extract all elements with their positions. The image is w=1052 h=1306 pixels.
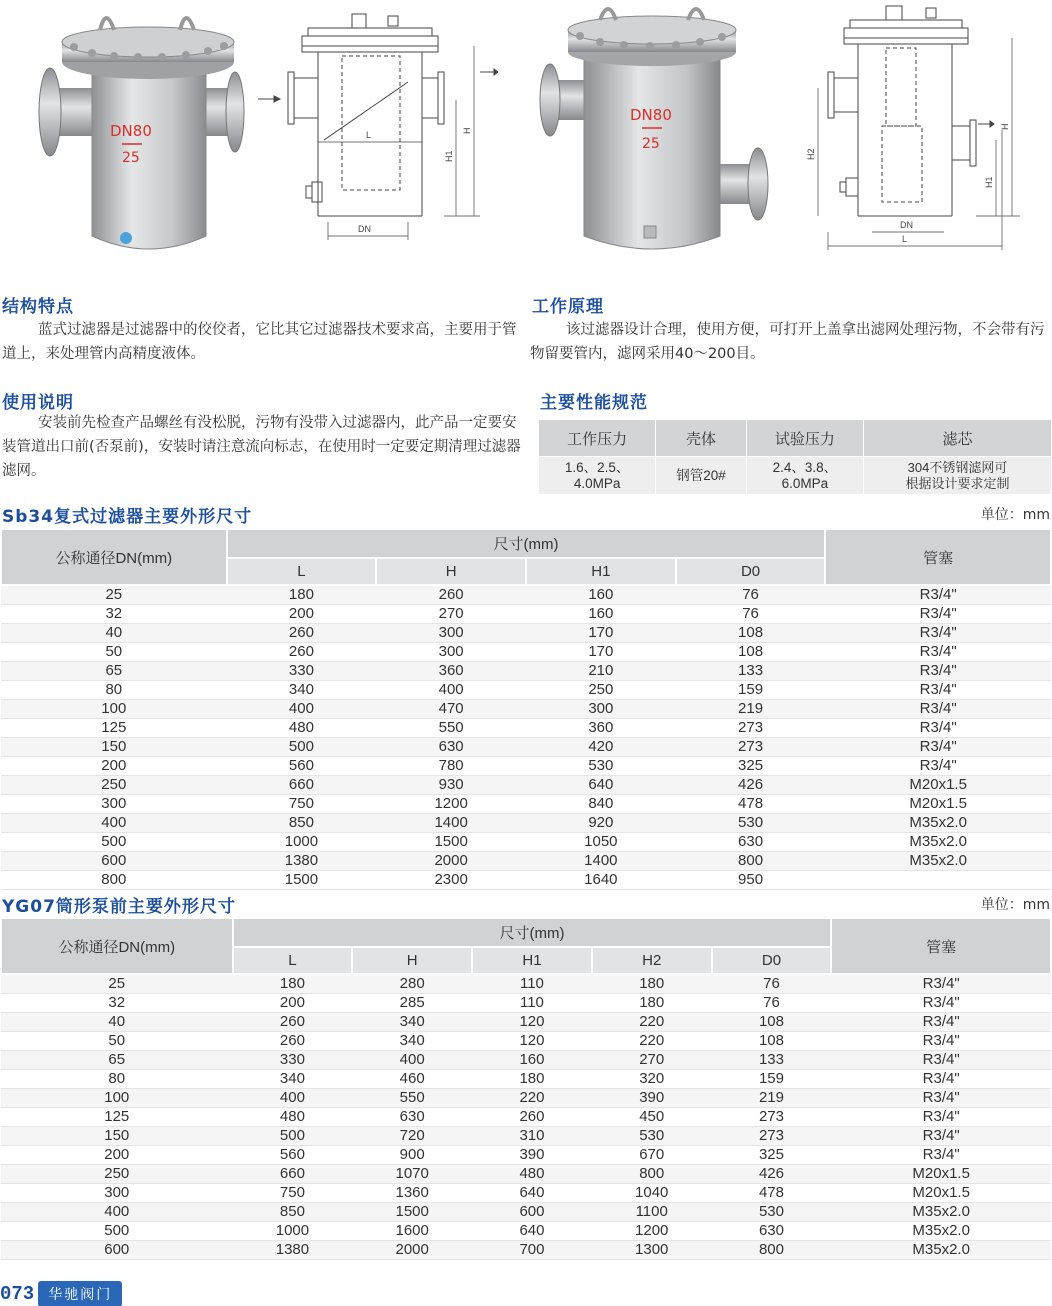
table-cell: R3/4" [831,1127,1051,1146]
table-cell: 640 [472,1222,592,1241]
table-cell: R3/4" [825,643,1051,662]
table-row [1,1032,1051,1051]
table-row [1,1146,1051,1165]
table-cell: 900 [352,1146,472,1165]
table-row [1,1127,1051,1146]
yg07-header-size: 尺寸(mm) [233,918,832,947]
table-cell: 1640 [526,871,676,890]
table-cell: 640 [472,1184,592,1203]
table-cell: 250 [526,681,676,700]
table-cell: 200 [1,757,227,776]
table-cell: 65 [1,662,227,681]
table-cell: 180 [592,974,712,994]
dimension-drawing-sb34 [258,0,498,262]
sb34-subheader: L [227,558,377,585]
table-cell: 220 [472,1089,592,1108]
table-cell: 426 [676,776,826,795]
yg07-dimension-table [0,917,1052,1260]
table-cell: R3/4" [825,624,1051,643]
table-cell: 600 [1,852,227,871]
table-row [1,1051,1051,1070]
table-cell: M35x2.0 [825,814,1051,833]
table-cell: 1400 [376,814,526,833]
table-cell: 700 [472,1241,592,1260]
table-cell: 478 [712,1184,832,1203]
table-cell: 660 [233,1165,353,1184]
table-cell: 850 [233,1203,353,1222]
table-cell: 800 [676,852,826,871]
table-cell: 800 [1,871,227,890]
brand-badge: 华驰阀门 [38,1281,122,1306]
table-cell: 1380 [227,852,377,871]
table-cell: 1380 [233,1241,353,1260]
svg-text:H: H [462,127,472,134]
table-cell: 40 [1,1013,233,1032]
table-cell: R3/4" [825,719,1051,738]
principle-paragraph: 该过滤器设计合理，使用方便，可打开上盖拿出滤网处理污物，不会带有污物留要管内，滤网采用40～200目。 [530,322,1045,362]
table-cell: R3/4" [831,994,1051,1013]
table-cell: R3/4" [831,1146,1051,1165]
table-row [1,1165,1051,1184]
table-cell: 500 [227,738,377,757]
table-cell: 260 [227,624,377,643]
table-row [1,1203,1051,1222]
table-cell: R3/4" [831,974,1051,994]
table-cell: 110 [472,974,592,994]
table-cell: 330 [227,662,377,681]
table-cell: 32 [1,994,233,1013]
table-cell: R3/4" [825,738,1051,757]
performance-heading: 主要性能规范 [540,393,648,413]
table-cell: 160 [472,1051,592,1070]
table-cell: R3/4" [825,662,1051,681]
table-cell: R3/4" [825,605,1051,624]
table-cell: 40 [1,624,227,643]
yg07-subheader: H2 [592,947,712,974]
sb34-header-plug: 管塞 [825,529,1051,585]
table-cell: 25 [1,585,227,605]
table-cell: 220 [592,1013,712,1032]
table-cell: 159 [712,1070,832,1089]
table-cell: 670 [592,1146,712,1165]
spec-header-shell: 壳体 [656,420,746,457]
table-cell: 1200 [376,795,526,814]
table-cell: 400 [233,1089,353,1108]
table-cell: 500 [233,1127,353,1146]
table-cell [825,871,1051,890]
table-cell: 200 [233,994,353,1013]
table-cell: R3/4" [831,1013,1051,1032]
table-cell: 219 [712,1089,832,1108]
table-cell: 325 [712,1146,832,1165]
table-row [1,738,1051,757]
principle-heading: 工作原理 [532,297,604,317]
table-cell: 390 [592,1089,712,1108]
yg07-subheader: H1 [472,947,592,974]
table-cell: 400 [376,681,526,700]
table-cell: 950 [676,871,826,890]
table-cell: 630 [712,1222,832,1241]
table-cell: 420 [526,738,676,757]
table-cell: 300 [526,700,676,719]
table-cell: R3/4" [831,1089,1051,1108]
table-cell: 65 [1,1051,233,1070]
table-cell: 150 [1,738,227,757]
sb34-subheader: H1 [526,558,676,585]
table-cell: 219 [676,700,826,719]
table-cell: 300 [1,1184,233,1203]
table-row [1,1241,1051,1260]
table-cell: 120 [472,1032,592,1051]
table-row [1,681,1051,700]
page-footer [0,1281,122,1306]
table-cell: 150 [1,1127,233,1146]
table-cell: M35x2.0 [825,833,1051,852]
table-cell: R3/4" [831,1032,1051,1051]
table-cell: 360 [376,662,526,681]
table-cell: 720 [352,1127,472,1146]
sb34-header-size: 尺寸(mm) [227,529,826,558]
table-cell: 76 [712,994,832,1013]
table-cell: 780 [376,757,526,776]
table-cell: 108 [676,624,826,643]
structure-paragraph: 蓝式过滤器是过滤器中的佼佼者，它比其它过滤器技术要求高，主要用于管道上，来处理管内高精度液体。 [2,322,517,362]
table-cell: M20x1.5 [831,1165,1051,1184]
table-cell: 76 [676,605,826,624]
table-cell: 600 [472,1203,592,1222]
table-cell: 270 [376,605,526,624]
table-row [1,585,1051,605]
spec-cell-filter: 304不锈钢滤网可 根据设计要求定制 [864,457,1052,495]
table-cell: 640 [526,776,676,795]
table-cell: 250 [1,1165,233,1184]
table-cell: 560 [227,757,377,776]
spec-header-filter: 滤芯 [864,420,1052,457]
table-cell: 340 [352,1032,472,1051]
table-cell: 450 [592,1108,712,1127]
svg-text:DN: DN [358,224,371,234]
table-cell: 460 [352,1070,472,1089]
table-cell: 120 [472,1013,592,1032]
svg-text:25: 25 [642,136,660,152]
svg-text:DN80: DN80 [630,106,672,124]
table-cell: 920 [526,814,676,833]
table-row [1,833,1051,852]
table-cell: 1100 [592,1203,712,1222]
table-cell: 800 [592,1165,712,1184]
table-cell: 200 [227,605,377,624]
table-row [1,624,1051,643]
table-row [1,871,1051,890]
table-cell: 400 [1,1203,233,1222]
table-cell: 260 [227,643,377,662]
page-number: 073 [0,1283,35,1305]
table-cell: 560 [233,1146,353,1165]
table-cell: 340 [352,1013,472,1032]
table-cell: 1050 [526,833,676,852]
table-cell: 260 [376,585,526,605]
table-cell: 400 [227,700,377,719]
yg07-unit: 单位：mm [980,897,1050,913]
table-cell: 210 [526,662,676,681]
table-cell: 76 [676,585,826,605]
table-cell: 840 [526,795,676,814]
table-cell: 300 [376,643,526,662]
table-row [1,700,1051,719]
table-cell: 170 [526,624,676,643]
table-cell: 273 [676,738,826,757]
table-cell: 1600 [352,1222,472,1241]
table-row [1,994,1051,1013]
svg-text:DN80: DN80 [110,122,152,140]
table-cell: 100 [1,700,227,719]
table-cell: 100 [1,1089,233,1108]
table-cell: 1400 [526,852,676,871]
table-row [1,814,1051,833]
product-photo-sb34 [30,0,255,262]
svg-text:25: 25 [122,150,140,166]
table-row [1,1222,1051,1241]
table-cell: 426 [712,1165,832,1184]
table-cell: 50 [1,1032,233,1051]
table-row [1,605,1051,624]
table-row [1,776,1051,795]
spec-header-test-pressure: 试验压力 [746,420,863,457]
table-cell: M35x2.0 [831,1241,1051,1260]
svg-text:L: L [902,234,908,244]
table-cell: R3/4" [825,585,1051,605]
sb34-title: Sb34复式过滤器主要外形尺寸 [2,507,253,527]
structure-heading: 结构特点 [2,297,74,317]
table-cell: 600 [1,1241,233,1260]
table-cell: 260 [472,1108,592,1127]
table-cell: 180 [472,1070,592,1089]
sb34-unit: 单位：mm [980,507,1050,523]
table-cell: 630 [376,738,526,757]
table-cell: 108 [712,1032,832,1051]
table-row [1,643,1051,662]
spec-cell-pressure: 1.6、2.5、 4.0MPa [539,457,656,495]
table-cell: 133 [712,1051,832,1070]
table-cell: 273 [712,1127,832,1146]
table-cell: 1070 [352,1165,472,1184]
table-row [1,757,1051,776]
table-cell: 530 [712,1203,832,1222]
table-cell: 180 [227,585,377,605]
yg07-subheader: L [233,947,353,974]
svg-text:DN: DN [900,220,913,230]
table-cell: 270 [592,1051,712,1070]
yg07-header-plug: 管塞 [831,918,1051,974]
svg-text:H1: H1 [984,176,994,188]
spec-header-pressure: 工作压力 [539,420,656,457]
table-cell: 180 [233,974,353,994]
table-cell: 325 [676,757,826,776]
table-cell: 160 [526,605,676,624]
performance-spec-table [538,419,1052,495]
table-cell: 170 [526,643,676,662]
usage-paragraph: 安装前先检查产品螺丝有没松脱，污物有没带入过滤器内，此产品一定要安装管道出口前(否泵前)，安装时请注意流向标志，在使用时一定要定期清理过滤器滤网。 [2,415,521,479]
table-cell: 300 [1,795,227,814]
table-cell: 125 [1,719,227,738]
table-cell: 220 [592,1032,712,1051]
table-row [1,1013,1051,1032]
table-cell: 530 [676,814,826,833]
table-cell: M20x1.5 [825,776,1051,795]
table-cell: 32 [1,605,227,624]
table-cell: 133 [676,662,826,681]
table-cell: 1000 [227,833,377,852]
table-row [1,795,1051,814]
table-cell: 750 [227,795,377,814]
table-cell: 110 [472,994,592,1013]
table-cell: 108 [712,1013,832,1032]
table-cell: 50 [1,643,227,662]
table-cell: 25 [1,974,233,994]
table-cell: 1500 [352,1203,472,1222]
table-row [1,1108,1051,1127]
table-cell: 2000 [376,852,526,871]
table-cell: 200 [1,1146,233,1165]
yg07-subheader: D0 [712,947,832,974]
sb34-subheader: H [376,558,526,585]
table-cell: 76 [712,974,832,994]
table-cell: 850 [227,814,377,833]
table-cell: M20x1.5 [825,795,1051,814]
yg07-subheader: H [352,947,472,974]
table-cell: 530 [592,1127,712,1146]
table-cell: 310 [472,1127,592,1146]
table-row [1,662,1051,681]
table-cell: 1000 [233,1222,353,1241]
table-cell: 630 [352,1108,472,1127]
table-cell: 273 [712,1108,832,1127]
table-cell: 300 [376,624,526,643]
table-cell: 260 [233,1032,353,1051]
table-row [1,719,1051,738]
yg07-title: YG07筒形泵前主要外形尺寸 [2,897,236,917]
table-cell: 330 [233,1051,353,1070]
table-cell: M35x2.0 [831,1222,1051,1241]
table-cell: 660 [227,776,377,795]
table-cell: 2300 [376,871,526,890]
sb34-header-dn: 公称通径DN(mm) [1,529,227,585]
table-row [1,1184,1051,1203]
table-cell: 390 [472,1146,592,1165]
table-cell: 1500 [376,833,526,852]
table-cell: 480 [472,1165,592,1184]
table-cell: 1500 [227,871,377,890]
table-cell: 285 [352,994,472,1013]
table-cell: R3/4" [825,757,1051,776]
table-cell: 80 [1,1070,233,1089]
table-cell: 400 [1,814,227,833]
table-cell: 480 [233,1108,353,1127]
table-cell: 2000 [352,1241,472,1260]
table-cell: R3/4" [825,700,1051,719]
table-cell: R3/4" [831,1070,1051,1089]
table-cell: M35x2.0 [825,852,1051,871]
table-cell: 1300 [592,1241,712,1260]
yg07-header-dn: 公称通径DN(mm) [1,918,233,974]
table-cell: 478 [676,795,826,814]
table-cell: R3/4" [825,681,1051,700]
svg-text:H1: H1 [444,150,454,162]
table-cell: 800 [712,1241,832,1260]
table-cell: 160 [526,585,676,605]
table-cell: 108 [676,643,826,662]
table-cell: 1200 [592,1222,712,1241]
table-cell: 500 [1,833,227,852]
sb34-dimension-table [0,528,1052,890]
table-cell: R3/4" [831,1051,1051,1070]
table-cell: 630 [676,833,826,852]
table-row [1,1070,1051,1089]
table-cell: 159 [676,681,826,700]
table-cell: 400 [352,1051,472,1070]
table-cell: 530 [526,757,676,776]
table-cell: M20x1.5 [831,1184,1051,1203]
sb34-subheader: D0 [676,558,826,585]
table-cell: 360 [526,719,676,738]
table-cell: 500 [1,1222,233,1241]
table-row [1,852,1051,871]
svg-text:H2: H2 [806,148,816,160]
dimension-drawing-yg07 [796,0,1052,262]
table-row [1,1089,1051,1108]
usage-heading: 使用说明 [2,393,74,413]
table-cell: 180 [592,994,712,1013]
table-cell: R3/4" [831,1108,1051,1127]
table-row [1,974,1051,994]
table-cell: 1040 [592,1184,712,1203]
product-photo-yg07 [530,0,780,262]
table-cell: 550 [352,1089,472,1108]
table-cell: 125 [1,1108,233,1127]
table-cell: 750 [233,1184,353,1203]
spec-cell-test-pressure: 2.4、3.8、 6.0MPa [746,457,863,495]
table-cell: 340 [233,1070,353,1089]
table-cell: 260 [233,1013,353,1032]
svg-text:H: H [1000,123,1010,130]
table-cell: M35x2.0 [831,1203,1051,1222]
table-cell: 930 [376,776,526,795]
table-cell: 280 [352,974,472,994]
table-cell: 273 [676,719,826,738]
spec-cell-shell: 钢管20# [656,457,746,495]
table-cell: 1360 [352,1184,472,1203]
table-cell: 480 [227,719,377,738]
table-cell: 250 [1,776,227,795]
table-cell: 470 [376,700,526,719]
table-cell: 550 [376,719,526,738]
table-cell: 340 [227,681,377,700]
table-cell: 320 [592,1070,712,1089]
table-cell: 80 [1,681,227,700]
svg-text:L: L [366,130,372,140]
